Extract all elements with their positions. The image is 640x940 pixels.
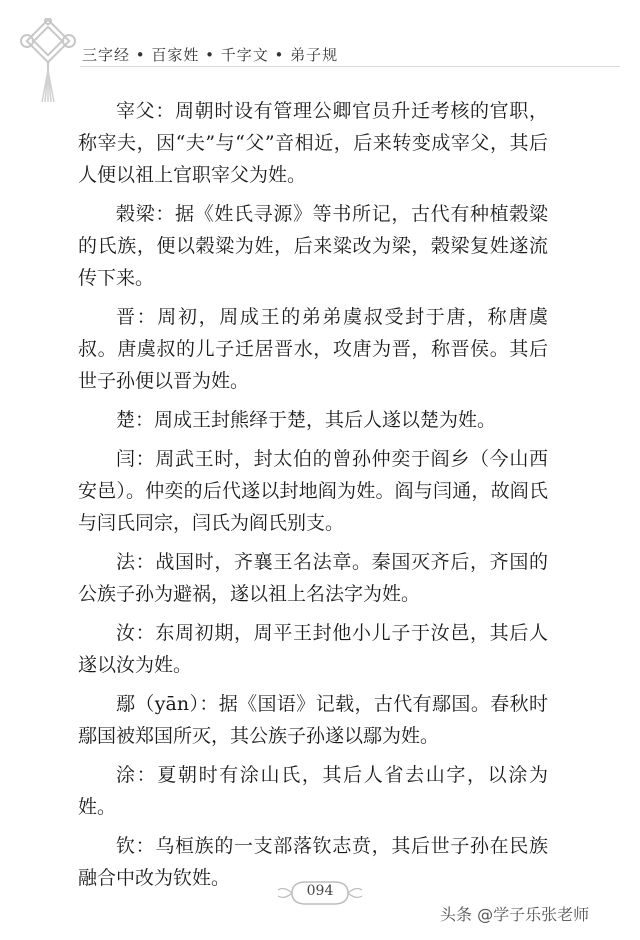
chinese-knot-icon [18,18,78,104]
surname-entry-yan2: 鄢（yān）：据《国语》记载，古代有鄢国。春秋时鄢国被郑国所灭，其公族子孙遂以鄢为姓。 [78,693,548,747]
surname-entry-guliang: 榖梁：据《姓氏寻源》等书所记，古代有种植榖粱的氏族，便以榖粱为姓，后来粱改为梁，榖梁复姓遂流传下来。 [78,203,548,289]
header-divider [80,66,620,67]
page-number-badge [270,878,370,908]
surname-entry-qin: 钦：乌桓族的一支部落钦志贲，其后世子孙在民族融合中改为钦姓。 [78,835,548,889]
surname-entry-fa: 法：战国时，齐襄王名法章。秦国灭齐后，齐国的公族子孙为避祸，遂以祖上名法字为姓。 [78,551,548,605]
book-header-title: 三字经 • 百家姓 • 千字文 • 弟子规 [82,46,339,64]
page-number: 094 [306,883,334,899]
surname-entry-chu: 楚：周成王封熊绎于楚，其后人遂以楚为姓。 [116,409,497,431]
page-body [78,95,548,901]
surname-entry-ru: 汝：东周初期，周平王封他小儿子于汝邑，其后人遂以汝为姓。 [78,622,548,676]
source-watermark: 头条 @学子乐张老师 [440,905,590,924]
surname-entry-zaifu: 宰父：周朝时设有管理公卿官员升迁考核的官职，称宰夫，因“夫”与“父”音相近，后来转变成宰父，其后人便以祖上官职宰父为姓。 [78,100,548,186]
surname-entry-tu: 涂：夏朝时有涂山氏，其后人省去山字，以涂为姓。 [78,764,548,818]
surname-entry-jin: 晋：周初，周成王的弟弟虞叔受封于唐，称唐虞叔。唐虞叔的儿子迁居晋水，攻唐为晋，称晋侯。其后世子孙便以晋为姓。 [78,306,548,392]
surname-entry-yan: 闫：周武王时，封太伯的曾孙仲奕于阎乡（今山西安邑）。仲奕的后代遂以封地阎为姓。阎与闫通，故阎氏与闫氏同宗，闫氏为阎氏别支。 [78,448,548,534]
